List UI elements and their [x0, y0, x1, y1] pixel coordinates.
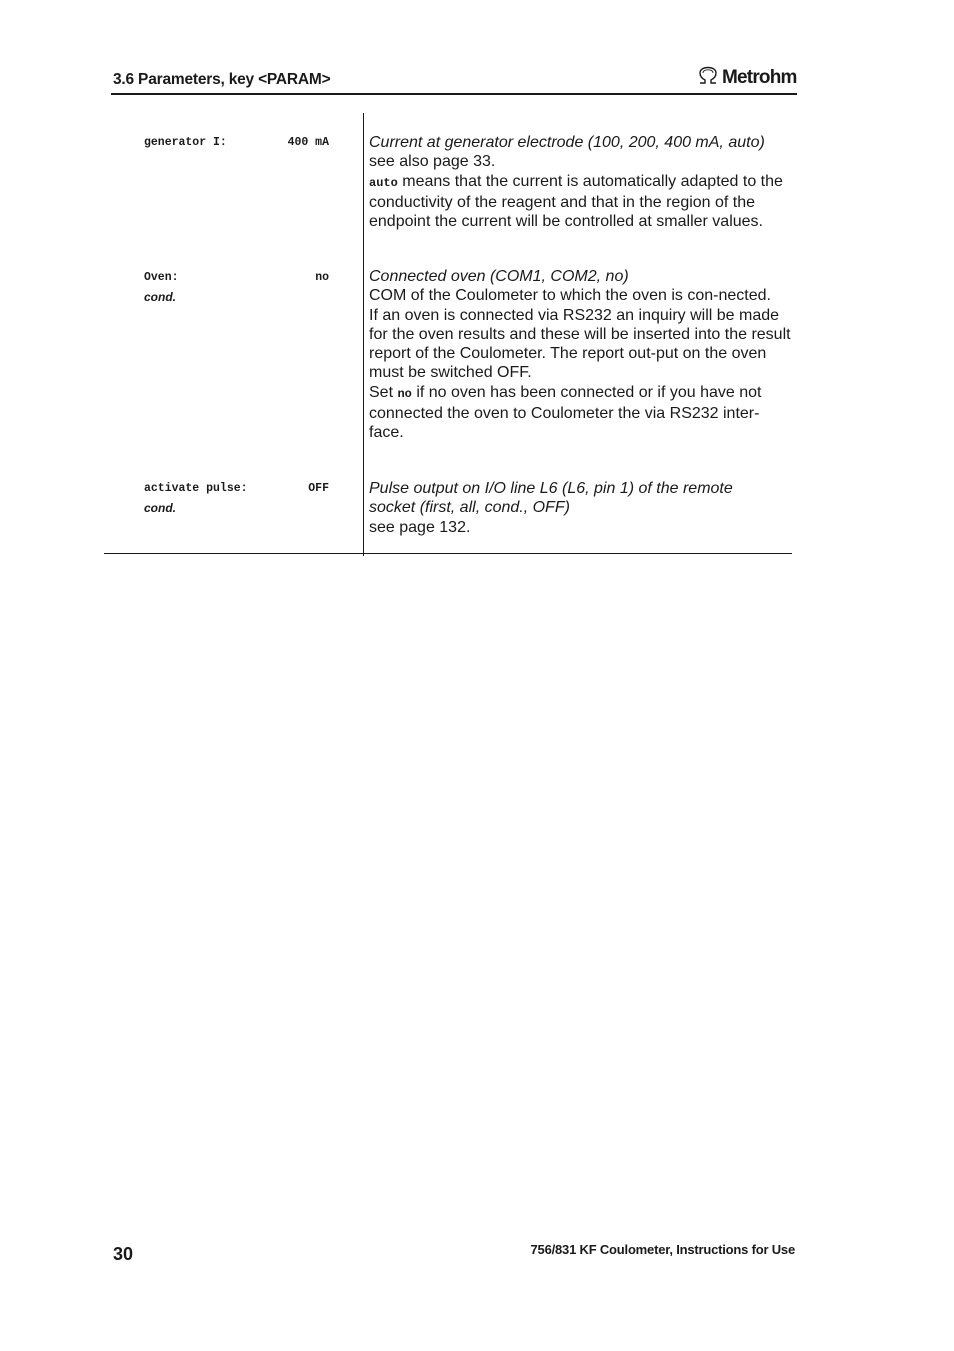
param-description: [369, 133, 794, 231]
param-description: [369, 267, 794, 443]
column-divider: [363, 113, 364, 556]
param-label: Oven:: [144, 271, 179, 284]
param-description: [369, 479, 769, 537]
page-section-title: 3.6 Parameters, key <PARAM>: [113, 71, 331, 88]
table-bottom-rule: [104, 553, 792, 554]
footer-document-title: 756/831 KF Coulometer, Instructions for Use: [530, 1242, 795, 1257]
description-heading: Current at generator electrode (100, 200, 400 mA, auto): [369, 134, 765, 151]
description-line: see also page 33.: [369, 153, 496, 171]
description-heading: Pulse output on I/O line L6 (L6, pin 1) of the remote socket (first, all, cond., OFF): [369, 480, 733, 517]
param-oven: [144, 271, 329, 284]
header-rule: [111, 93, 797, 95]
description-line: COM of the Coulometer to which the oven is con-nected.: [369, 287, 771, 305]
param-value: OFF: [308, 482, 329, 495]
param-value: 400 mA: [287, 136, 329, 149]
page-number: 30: [113, 1244, 134, 1264]
mono-keyword: no: [397, 386, 412, 401]
description-heading: Connected oven (COM1, COM2, no): [369, 268, 629, 285]
description-line: Set no if no oven has been connected or if you have not connected the oven to Coulometer the via RS232 inter-face.: [369, 383, 762, 442]
param-sub-label: cond.: [144, 290, 176, 304]
omega-logo-icon: [697, 66, 719, 91]
param-activate-pulse: [144, 482, 329, 495]
description-line: auto means that the current is automatically adapted to the conductivity of the reagent and that in the region of the endpoint the current will be controlled at smaller values.: [369, 172, 783, 231]
description-line: If an oven is connected via RS232 an inquiry will be made for the oven results and these will be inserted into the result report of the Coulometer. The report out-put on the oven must be switched OFF.: [369, 306, 791, 382]
brand-logo: [697, 66, 797, 90]
param-sub-label: cond.: [144, 501, 176, 515]
param-value: no: [315, 271, 329, 284]
description-line: see page 132.: [369, 518, 471, 536]
param-label: activate pulse:: [144, 482, 248, 495]
param-generator-current: [144, 136, 329, 149]
mono-keyword: auto: [369, 175, 398, 190]
brand-name: Metrohm: [722, 67, 797, 88]
param-label: generator I:: [144, 136, 227, 149]
